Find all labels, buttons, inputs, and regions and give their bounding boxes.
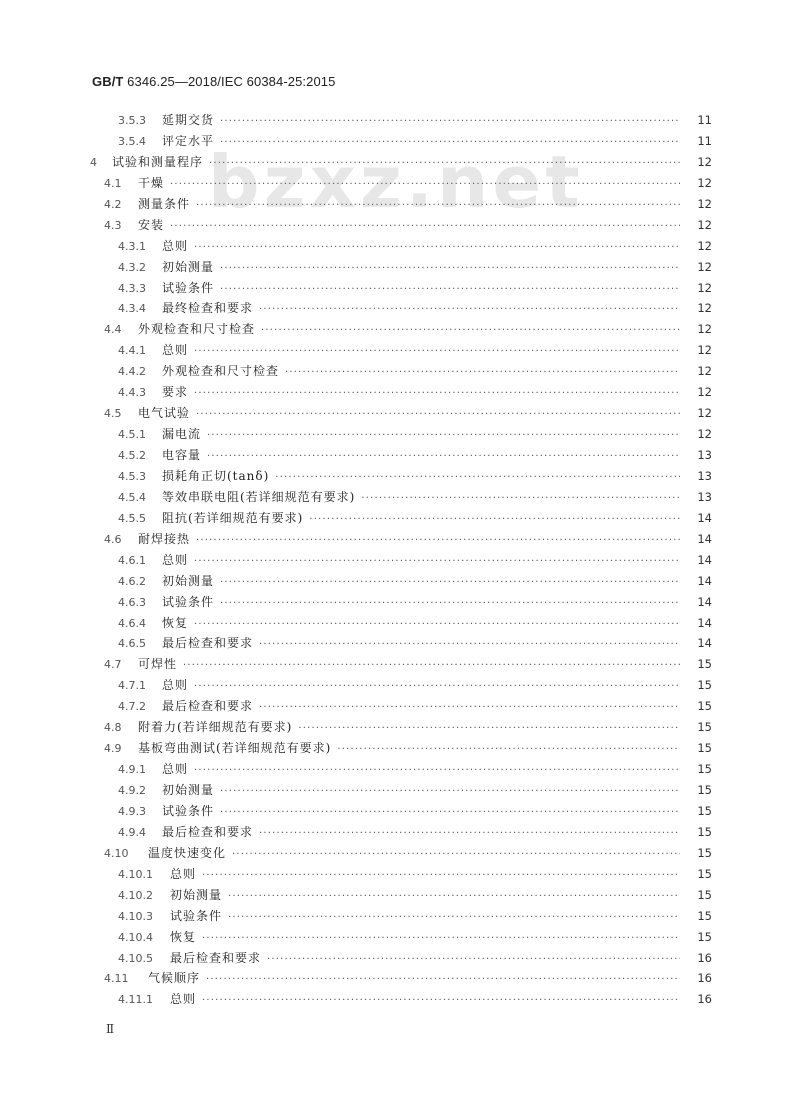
toc-section-title: 总则	[170, 866, 197, 881]
toc-page-number: 15	[680, 717, 712, 738]
toc-entry-line	[104, 529, 712, 552]
toc-entry-line	[118, 298, 712, 321]
toc-entry[interactable]	[0, 675, 800, 696]
toc-entry[interactable]	[0, 906, 800, 927]
toc-section-number: 4.5	[104, 407, 122, 421]
toc-section-number: 4.6	[104, 532, 122, 546]
toc-dot-leader	[220, 803, 706, 824]
toc-dot-leader	[194, 238, 706, 259]
toc-entry[interactable]	[0, 968, 800, 989]
toc-section-title: 电容量	[162, 448, 202, 462]
toc-dot-leader	[232, 845, 706, 866]
toc-entry[interactable]	[0, 173, 800, 194]
toc-entry-line	[104, 194, 712, 217]
toc-entry-line	[90, 152, 712, 175]
toc-section-number: 4.3.1	[118, 239, 146, 253]
toc-entry[interactable]	[0, 278, 800, 299]
toc-page-number: 12	[680, 236, 712, 257]
toc-section-title: 安装	[138, 217, 165, 232]
toc-entry-line	[104, 843, 712, 866]
standard-prefix: GB/T	[92, 74, 124, 89]
toc-entry[interactable]	[0, 298, 800, 319]
toc-page-number: 11	[680, 110, 712, 131]
toc-section-number: 4.10.3	[118, 909, 153, 923]
toc-entry-line	[118, 110, 712, 133]
toc-dot-leader	[194, 761, 706, 782]
toc-page-number: 15	[680, 675, 712, 696]
toc-section-number: 4.9.4	[118, 825, 146, 839]
toc-section-number: 4.3.2	[118, 260, 146, 274]
toc-page-number: 12	[680, 173, 712, 194]
toc-page-number: 14	[680, 633, 712, 654]
toc-section-number: 4.7.1	[118, 679, 146, 693]
toc-section-number: 4.6.4	[118, 616, 146, 630]
toc-entry[interactable]	[0, 738, 800, 759]
toc-section-number: 4.4.3	[118, 386, 146, 400]
toc-page-number: 15	[680, 780, 712, 801]
toc-entry[interactable]	[0, 508, 800, 529]
toc-dot-leader	[220, 594, 706, 615]
toc-entry[interactable]	[0, 633, 800, 654]
toc-entry-line	[118, 424, 712, 447]
toc-dot-leader	[228, 887, 706, 908]
toc-entry[interactable]	[0, 319, 800, 340]
toc-dot-leader	[207, 447, 706, 468]
toc-dot-leader	[207, 426, 706, 447]
toc-dot-leader	[361, 489, 706, 510]
toc-dot-leader	[206, 970, 706, 991]
toc-section-title: 最后检查和要求	[162, 699, 254, 714]
toc-entry[interactable]	[0, 717, 800, 738]
toc-section-title: 测量条件	[138, 196, 191, 211]
toc-entry-line	[118, 361, 712, 384]
toc-entry-line	[118, 613, 712, 636]
toc-dot-leader	[220, 782, 706, 803]
toc-section-number: 4.6.3	[118, 595, 146, 609]
toc-page-number: 14	[680, 613, 712, 634]
toc-entry[interactable]	[0, 571, 800, 592]
toc-entry-line	[118, 236, 712, 259]
toc-entry-line	[118, 340, 712, 363]
toc-page-number: 12	[680, 298, 712, 319]
toc-entry-line	[104, 319, 712, 342]
toc-entry-line	[118, 466, 712, 489]
toc-section-number: 4.5.3	[118, 469, 146, 483]
toc-section-title: 恢复	[162, 615, 189, 630]
toc-dot-leader	[259, 300, 706, 321]
toc-page-number: 15	[680, 864, 712, 885]
toc-section-title: 初始测量	[170, 887, 223, 902]
toc-section-title: 初始测量	[162, 783, 215, 797]
page-number-footer: Ⅱ	[106, 1022, 115, 1036]
toc-dot-leader	[337, 740, 706, 761]
toc-section-number: 4.8	[104, 721, 122, 735]
toc-page-number: 12	[680, 152, 712, 173]
standard-code: 6346.25—2018/IEC 60384-25:2015	[127, 74, 336, 89]
toc-entry-line	[104, 403, 712, 426]
toc-dot-leader	[220, 573, 706, 594]
toc-page-number: 12	[680, 403, 712, 424]
toc-page-number: 12	[680, 194, 712, 215]
toc-entry-line	[118, 675, 712, 698]
toc-dot-leader	[194, 677, 706, 698]
toc-dot-leader	[267, 950, 706, 971]
toc-dot-leader	[220, 259, 706, 280]
toc-dot-leader	[220, 133, 706, 154]
toc-section-number: 4.6.2	[118, 574, 146, 588]
toc-dot-leader	[194, 384, 706, 405]
toc-entry-line	[118, 822, 712, 845]
toc-dot-leader	[228, 908, 706, 929]
toc-section-title: 耐焊接热	[138, 531, 191, 546]
toc-section-number: 4.7.2	[118, 700, 146, 714]
toc-dot-leader	[285, 363, 706, 384]
toc-dot-leader	[196, 196, 706, 217]
toc-page-number: 12	[680, 257, 712, 278]
toc-section-title: 可焊性	[138, 657, 178, 672]
toc-section-number: 4.9.2	[118, 784, 146, 797]
toc-page-number: 16	[680, 948, 712, 969]
toc-page-number: 15	[680, 801, 712, 822]
toc-page-number: 12	[680, 361, 712, 382]
toc-page-number: 15	[680, 822, 712, 843]
toc-section-title: 恢复	[170, 929, 197, 944]
toc-dot-leader	[196, 531, 706, 552]
toc-dot-leader	[170, 217, 706, 238]
toc-section-number: 4.10.4	[118, 930, 153, 944]
toc-entry[interactable]	[0, 948, 800, 969]
toc-section-title: 气候顺序	[148, 971, 201, 986]
toc-section-number: 4.5.2	[118, 449, 146, 462]
toc-page-number: 13	[680, 445, 712, 466]
toc-page-number: 12	[680, 278, 712, 299]
toc-entry-line	[118, 948, 712, 971]
toc-entry[interactable]	[0, 885, 800, 906]
toc-section-title: 干燥	[138, 175, 165, 190]
toc-entry-line	[118, 550, 712, 573]
toc-entry[interactable]	[0, 696, 800, 717]
toc-section-title: 外观检查和尺寸检查	[162, 364, 280, 379]
toc-page-number: 12	[680, 340, 712, 361]
toc-entry-line	[118, 927, 712, 950]
toc-section-title: 等效串联电阻(若详细规范有要求)	[162, 489, 356, 504]
toc-section-title: 延期交货	[162, 113, 215, 127]
toc-entry-line	[118, 278, 712, 301]
toc-page-number: 12	[680, 424, 712, 445]
toc-dot-leader	[170, 175, 706, 196]
toc-section-number: 4.10.1	[118, 867, 153, 881]
toc-dot-leader	[298, 719, 706, 740]
toc-entry-line	[118, 801, 712, 824]
toc-dot-leader	[261, 321, 706, 342]
toc-entry[interactable]	[0, 340, 800, 361]
toc-entry-line	[118, 696, 712, 719]
toc-entry[interactable]	[0, 927, 800, 948]
toc-page-number: 15	[680, 696, 712, 717]
toc-entry[interactable]	[0, 989, 800, 1010]
toc-section-number: 4.1	[104, 176, 122, 190]
toc-entry-line	[118, 885, 712, 908]
toc-section-title: 基板弯曲测试(若详细规范有要求)	[138, 741, 332, 756]
toc-dot-leader	[220, 112, 706, 133]
toc-section-title: 试验条件	[162, 803, 215, 818]
toc-section-number: 4.5.5	[118, 511, 146, 525]
toc-page-number: 11	[680, 131, 712, 152]
document-header	[92, 74, 335, 89]
toc-dot-leader	[202, 929, 706, 950]
toc-section-number: 4.4.1	[118, 344, 146, 358]
toc-section-number: 4.11.1	[118, 993, 153, 1007]
toc-section-title: 附着力(若详细规范有要求)	[138, 720, 293, 735]
toc-entry[interactable]	[0, 613, 800, 634]
toc-entry-line	[104, 215, 712, 238]
toc-entry[interactable]	[0, 131, 800, 152]
toc-page-number: 14	[680, 592, 712, 613]
toc-dot-leader	[183, 656, 706, 677]
toc-section-number: 4.5.4	[118, 490, 146, 504]
toc-section-number: 4	[90, 155, 97, 169]
toc-dot-leader	[259, 635, 706, 656]
toc-section-number: 4.3	[104, 218, 122, 232]
toc-entry-line	[118, 989, 712, 1012]
toc-entry[interactable]	[0, 110, 800, 131]
toc-entry[interactable]	[0, 801, 800, 822]
toc-page-number: 16	[680, 968, 712, 989]
toc-page-number: 15	[680, 738, 712, 759]
toc-entry[interactable]	[0, 529, 800, 550]
toc-section-title: 总则	[162, 343, 189, 358]
toc-entry[interactable]	[0, 759, 800, 780]
toc-section-title: 损耗角正切(tanδ)	[162, 468, 270, 483]
toc-section-title: 最后检查和要求	[162, 636, 254, 651]
toc-entry[interactable]	[0, 550, 800, 571]
toc-section-number: 4.3.3	[118, 281, 146, 295]
toc-entry-line	[118, 382, 712, 405]
toc-section-number: 4.10.2	[118, 888, 153, 902]
toc-section-number: 4.10	[104, 846, 129, 860]
table-of-contents	[0, 110, 800, 1010]
toc-section-number: 3.5.4	[118, 134, 146, 148]
toc-entry-line	[118, 257, 712, 280]
toc-section-number: 4.4.2	[118, 365, 146, 379]
toc-section-title: 试验条件	[170, 908, 223, 923]
toc-dot-leader	[202, 866, 706, 887]
toc-entry[interactable]	[0, 822, 800, 843]
toc-entry-line	[118, 633, 712, 656]
toc-section-title: 总则	[170, 992, 197, 1007]
toc-section-number: 4.7	[104, 658, 122, 672]
toc-entry-line	[118, 571, 712, 594]
toc-entry-line	[118, 592, 712, 615]
toc-page-number: 14	[680, 508, 712, 529]
toc-entry[interactable]	[0, 361, 800, 382]
toc-entry-line	[118, 508, 712, 531]
toc-entry[interactable]	[0, 257, 800, 278]
toc-section-title: 初始测量	[162, 259, 215, 274]
toc-page-number: 14	[680, 571, 712, 592]
toc-entry-line	[118, 864, 712, 887]
toc-entry-line	[104, 654, 712, 677]
toc-section-number: 4.9.1	[118, 763, 146, 777]
toc-section-title: 外观检查和尺寸检查	[138, 322, 256, 337]
toc-entry[interactable]	[0, 864, 800, 885]
watermark: bzxz.net	[208, 140, 584, 224]
toc-entry[interactable]	[0, 424, 800, 445]
toc-section-title: 要求	[162, 385, 189, 400]
toc-dot-leader	[275, 468, 706, 489]
toc-page-number: 16	[680, 989, 712, 1010]
toc-entry[interactable]	[0, 152, 800, 173]
toc-dot-leader	[259, 824, 706, 845]
toc-entry[interactable]	[0, 654, 800, 675]
toc-section-number: 4.9.3	[118, 804, 146, 818]
toc-section-number: 4.3.4	[118, 302, 146, 316]
toc-section-number: 3.5.3	[118, 114, 146, 127]
toc-entry-line	[118, 445, 712, 468]
toc-section-title: 总则	[162, 238, 189, 253]
toc-entry[interactable]	[0, 487, 800, 508]
toc-section-title: 阻抗(若详细规范有要求)	[162, 510, 304, 525]
toc-page-number: 15	[680, 654, 712, 675]
toc-dot-leader	[194, 615, 706, 636]
toc-entry[interactable]	[0, 194, 800, 215]
toc-section-title: 最后检查和要求	[162, 824, 254, 839]
toc-section-title: 总则	[162, 678, 189, 693]
toc-page-number: 14	[680, 529, 712, 550]
toc-section-title: 评定水平	[162, 133, 215, 148]
toc-entry-line	[104, 738, 712, 761]
toc-section-number: 4.6.5	[118, 637, 146, 651]
toc-section-number: 4.11	[104, 972, 129, 986]
toc-section-title: 漏电流	[162, 427, 202, 442]
toc-entry[interactable]	[0, 466, 800, 487]
toc-page-number: 15	[680, 906, 712, 927]
toc-page-number: 15	[680, 885, 712, 906]
toc-section-title: 最后检查和要求	[170, 950, 262, 965]
toc-entry[interactable]	[0, 236, 800, 257]
toc-entry-line	[118, 131, 712, 154]
toc-dot-leader	[220, 280, 706, 301]
toc-entry[interactable]	[0, 382, 800, 403]
toc-page-number: 12	[680, 319, 712, 340]
toc-dot-leader	[202, 991, 706, 1012]
toc-section-title: 试验条件	[162, 594, 215, 609]
toc-page-number: 13	[680, 487, 712, 508]
toc-entry[interactable]	[0, 843, 800, 864]
toc-section-title: 温度快速变化	[148, 845, 227, 860]
toc-section-title: 试验条件	[162, 280, 215, 295]
toc-entry-line	[118, 906, 712, 929]
toc-section-number: 4.10.5	[118, 951, 153, 965]
toc-entry-line	[118, 487, 712, 510]
toc-entry[interactable]	[0, 215, 800, 236]
toc-entry[interactable]	[0, 780, 800, 801]
toc-page-number: 15	[680, 759, 712, 780]
toc-dot-leader	[209, 154, 706, 175]
toc-dot-leader	[196, 405, 706, 426]
toc-section-number: 4.5.1	[118, 428, 146, 442]
toc-page-number: 12	[680, 215, 712, 236]
toc-section-number: 4.2	[104, 197, 122, 211]
toc-dot-leader	[194, 342, 706, 363]
toc-entry[interactable]	[0, 445, 800, 466]
toc-page-number: 14	[680, 550, 712, 571]
toc-dot-leader	[259, 698, 706, 719]
toc-entry-line	[118, 780, 712, 803]
toc-entry[interactable]	[0, 592, 800, 613]
toc-page-number: 15	[680, 843, 712, 864]
toc-section-title: 总则	[162, 552, 189, 567]
toc-section-title: 试验和测量程序	[112, 154, 204, 169]
toc-entry[interactable]	[0, 403, 800, 424]
toc-entry-line	[104, 173, 712, 196]
toc-entry-line	[104, 968, 712, 991]
toc-page-number: 15	[680, 927, 712, 948]
toc-page-number: 13	[680, 466, 712, 487]
toc-section-title: 初始测量	[162, 573, 215, 588]
toc-section-number: 4.9	[104, 742, 122, 756]
toc-section-title: 最终检查和要求	[162, 301, 254, 316]
toc-section-title: 电气试验	[138, 406, 191, 421]
toc-section-number: 4.4	[104, 323, 122, 337]
toc-entry-line	[118, 759, 712, 782]
toc-dot-leader	[194, 552, 706, 573]
toc-page-number: 12	[680, 382, 712, 403]
toc-section-title: 总则	[162, 762, 189, 777]
toc-dot-leader	[309, 510, 706, 531]
toc-entry-line	[104, 717, 712, 740]
toc-section-number: 4.6.1	[118, 553, 146, 567]
